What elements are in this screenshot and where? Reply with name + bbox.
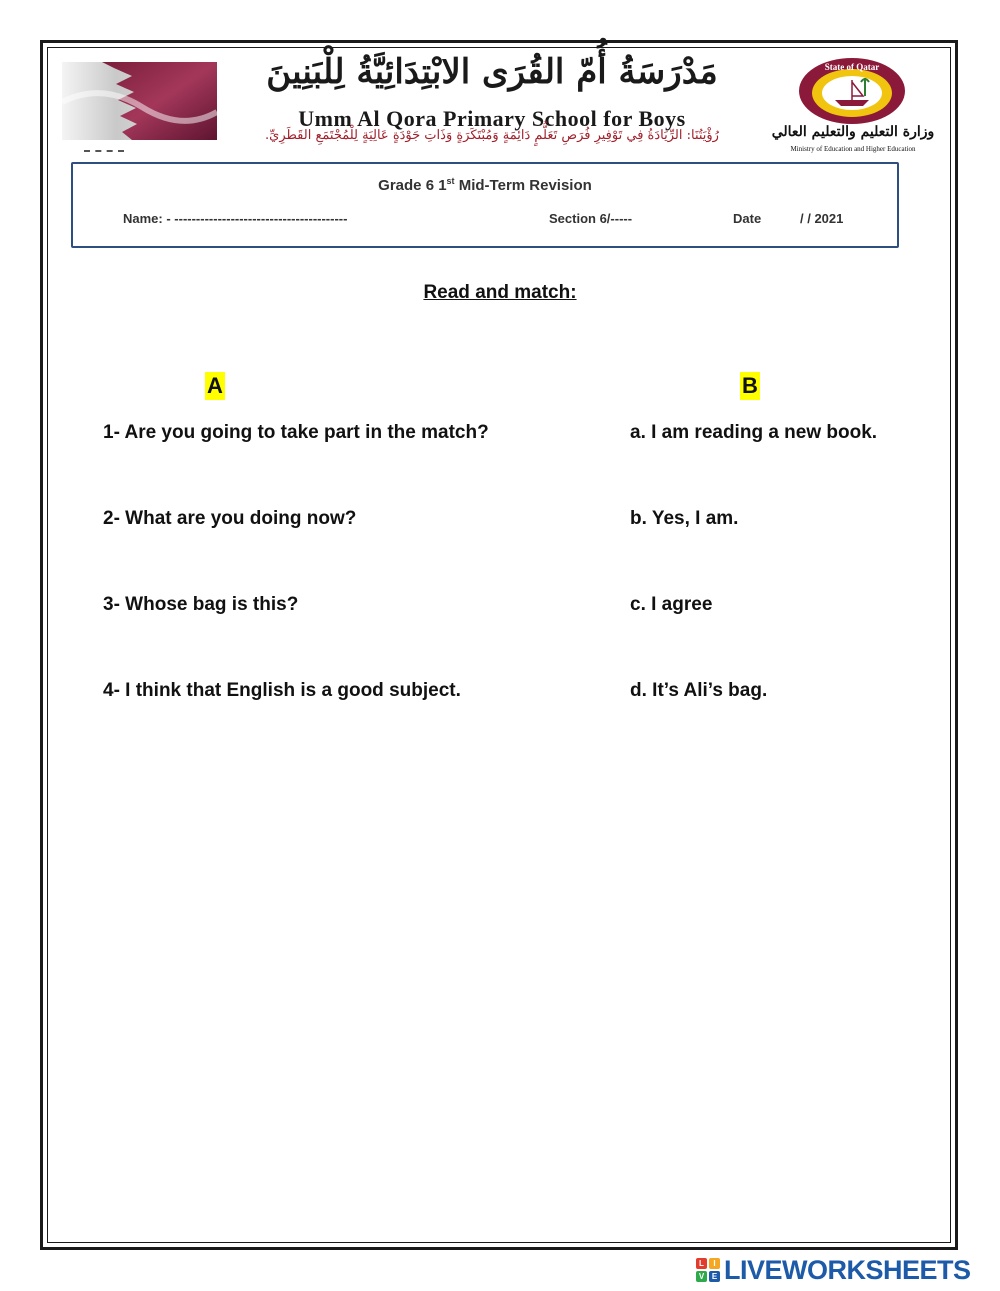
logo-letter-e: E [709, 1271, 720, 1282]
exam-title-sup: st [446, 176, 455, 186]
column-a-header: A [207, 373, 223, 398]
logo-letter-v: V [696, 1271, 707, 1282]
date-label: Date [733, 211, 762, 226]
section-field[interactable]: Section 6/----- [549, 211, 633, 226]
date-field[interactable]: / / 2021 [800, 211, 844, 226]
emblem-label: State of Qatar [824, 62, 880, 72]
qatar-emblem-icon [797, 56, 907, 126]
column-b-header: B [742, 373, 758, 398]
liveworksheets-logo-text: LIVEWORKSHEETS [724, 1254, 971, 1285]
answer-a[interactable]: a. I am reading a new book. [630, 422, 878, 443]
answer-c[interactable]: c. I agree [630, 594, 713, 615]
answer-b[interactable]: b. Yes, I am. [630, 508, 739, 529]
logo-letter-i: I [709, 1258, 720, 1269]
answer-d[interactable]: d. It’s Ali’s bag. [630, 680, 768, 701]
student-info-box [71, 162, 899, 248]
question-1[interactable]: 1- Are you going to take part in the match? [103, 422, 489, 443]
exam-title-suffix: Mid-Term Revision [454, 177, 592, 194]
exam-title [73, 176, 897, 194]
school-vision-arabic: رُؤْيَتُنَا: الرِّيَادَةُ فِي تَوْفِيرِ فُرَصِ تَعَلُّمٍ دَائِمَةٍ وَمُبْتَكَرَةٍ وَذَاتِ جَوْدَةٍ عَالِيَةٍ لِلْمُجْتَمَعِ القَطَرِيِّ. [265, 128, 719, 143]
school-name-arabic: مَدْرَسَةُ أُمّ القُرَى الابْتِدَائِيَّةُ لِلْبَنِينَ [266, 52, 718, 92]
logo-letter-l: L [696, 1258, 707, 1269]
header-dash [84, 150, 124, 152]
qatar-flag-image [62, 62, 217, 140]
ministry-name-english: Ministry of Education and Higher Education [790, 145, 916, 153]
ministry-name-arabic: وزارة التعليم والتعليم العالي [771, 124, 935, 140]
school-name-english: Umm Al Qora Primary School for Boys [298, 106, 686, 131]
liveworksheets-logo[interactable] [696, 1255, 971, 1285]
name-field[interactable]: Name: - ---------------------------------------- [123, 211, 348, 226]
question-4[interactable]: 4- I think that English is a good subject. [103, 680, 461, 701]
exam-title-prefix: Grade 6 1 [378, 177, 447, 194]
liveworksheets-logo-icon [696, 1258, 720, 1282]
question-3[interactable]: 3- Whose bag is this? [103, 594, 299, 615]
instructions: Read and match: [423, 282, 577, 303]
question-2[interactable]: 2- What are you doing now? [103, 508, 357, 529]
